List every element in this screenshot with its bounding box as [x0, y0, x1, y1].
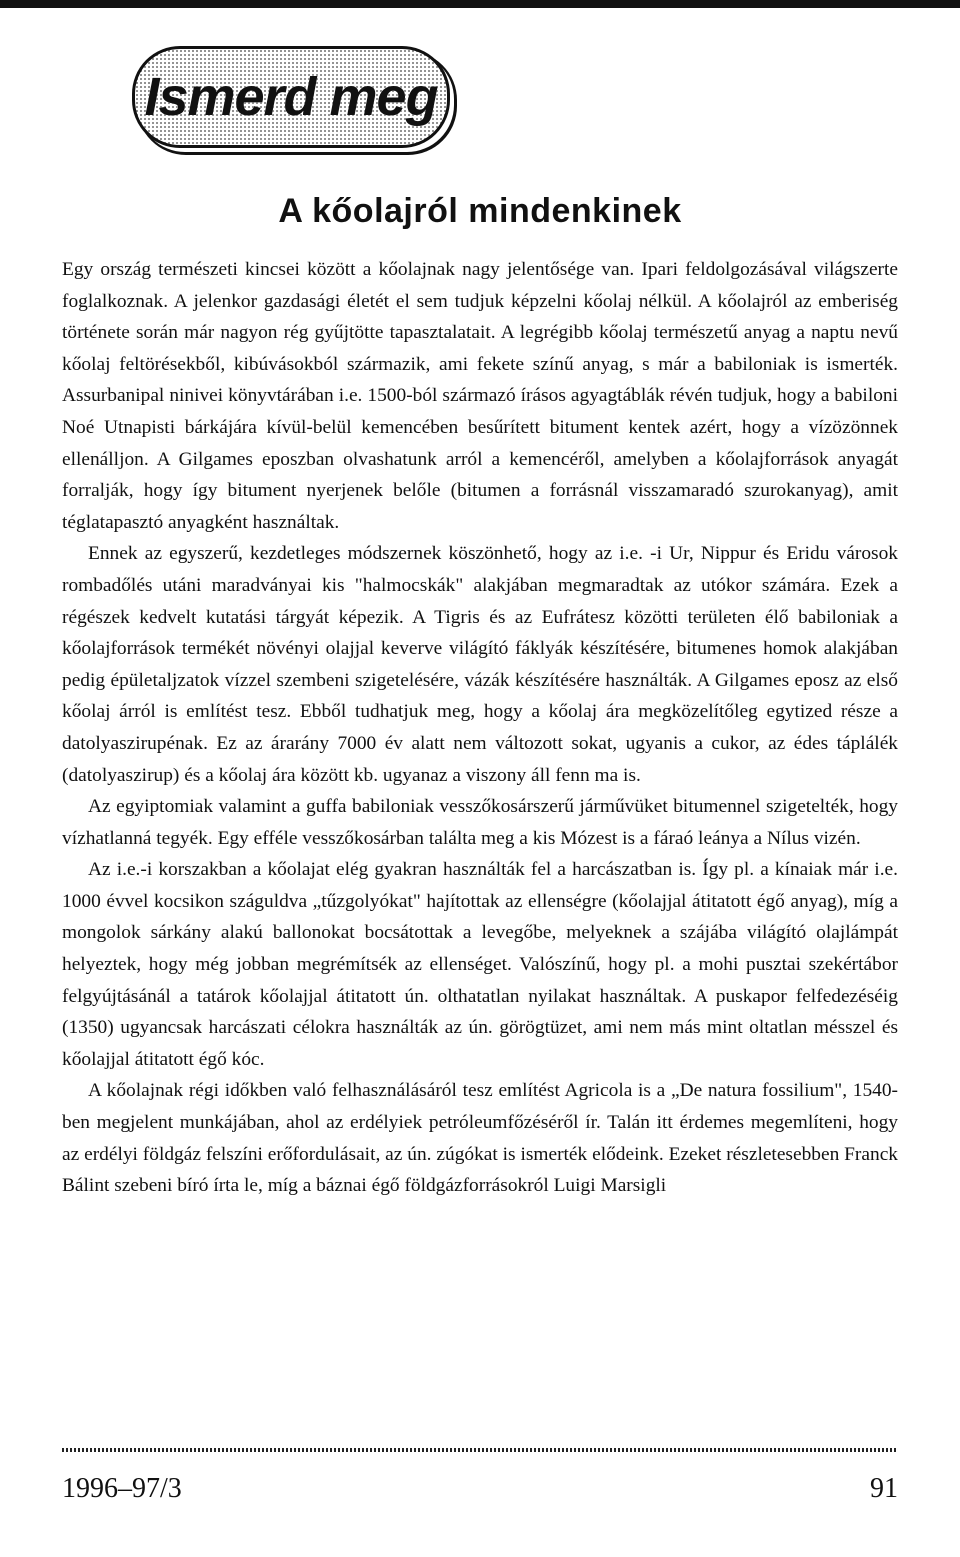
- section-badge-label: Ismerd meg: [144, 67, 438, 127]
- paragraph: Az i.e.-i korszakban a kőolajat elég gyakran használták fel a harcászatban is. Így pl. a kínaiak már i.e. 1000 évvel kocsikon száguldva „tűzgolyókat" hajítottak az ellenségre (kőolajjal átitatott égő anyag), míg a mongolok sárkány alakú ballonokat bocsátottak a levegőbe, melyeknek a szájába világító olajlámpát helyeztek, hogy még jobban megrémítsék az ellenséget. Valószínű, hogy pl. a mohi pusztai szekértábor felgyújtásánál a tatárok kőolajjal átitatott ún. olthatatlan nyilakat használtak. A puskapor felfedezéséig (1350) ugyancsak harcászati célokra használták az ún. görögtüzet, ami nem más mint oltatlan mésszel és kőolajjal átitatott égő kóc.: [62, 859, 898, 1070]
- paragraph: Az egyiptomiak valamint a guffa babiloniak vesszőkosárszerű járművüket bitumennel szigetelték, hogy vízhatlanná tegyék. Egy efféle vesszőkosárban találta meg a kis Mózest is a fáraó leánya a Nílus vizén.: [62, 796, 898, 849]
- issue-number: 1996–97/3: [62, 1473, 182, 1504]
- top-border-rule: [0, 0, 960, 8]
- paragraph: Egy ország természeti kincsei között a kőolajnak nagy jelentősége van. Ipari feldolgozásával világszerte foglalkoznak. A jelenkor gazdasági életét el sem tudjuk képzelni kőolaj nélkül. A kőolajról az emberiség története során már nagyon rég gyűjtötte tapasztalatait. A legrégibb kőolaj természetű anyag a naptu nevű kőolaj feltörésekből, kibúvásokból származik, ami fekete színű anyag, s már a babiloniak is ismerték. Assurbanipal ninivei könyvtárában i.e. 1500-ból származó írásos agyagtáblák révén tudjuk, hogy a babiloni Noé Utnapisti bárkájára kívül-belül kemencében besűrített bitument kentek azért, hogy a vízözönnek ellenálljon. A Gilgames eposzban olvashatunk arról a kemencéről, amelyben a kőolajforrások anyagát forralják, hogy így bitument nyerjenek belőle (bitumen a forrásnál visszamaradó szurokanyag), amit téglatapasztó anyagként használtak.: [62, 259, 898, 533]
- footer-divider: [62, 1448, 898, 1452]
- section-badge: [132, 46, 450, 148]
- page-number: 91: [870, 1473, 898, 1504]
- article-title: A kőolajról mindenkinek: [278, 192, 682, 230]
- article-body: [62, 254, 898, 1202]
- paragraph: A kőolajnak régi időkben való felhasználásáról tesz említést Agricola is a „De natura fossilium", 1540-ben megjelent munkájában, ahol az erdélyiek petróleumfőzéséről ír. Talán itt érdemes megemlíteni, hogy az erdélyi földgáz felszíni erőfordulásait, az ún. zúgókat is ismerték elődeink. Ezeket részletesebben Franck Bálint szebeni bíró írta le, míg a báznai égő földgázforrásokról Luigi Marsigli: [62, 1080, 898, 1197]
- paragraph: Ennek az egyszerű, kezdetleges módszernek köszönhető, hogy az i.e. -i Ur, Nippur és Eridu városok rombadőlés utáni maradványai kis "halmocskák" alakjában megmaradtak az utókor számára. Ezek a régészek kedvelt kutatási tárgyát képezik. A Tigris és az Eufrátesz közötti területen élő babiloniak a kőolajforrások termékét növényi olajjal keverve világító fáklyák készítésére, bitumenes homok alakjában pedig épületaljzatok vízzel szembeni szigetelésére, vázák készítésére használták. A Gilgames eposz az első kőolaj árról is említést tesz. Ebből tudhatjuk meg, hogy a kőolaj ára megközelítőleg egytized része a datolyaszirupénak. Ez az árarány 7000 év alatt nem változott sokat, ugyanis a cukor, az édes táplálék (datolyaszirup) és a kőolaj ára között kb. ugyanaz a viszony áll fenn ma is.: [62, 543, 898, 786]
